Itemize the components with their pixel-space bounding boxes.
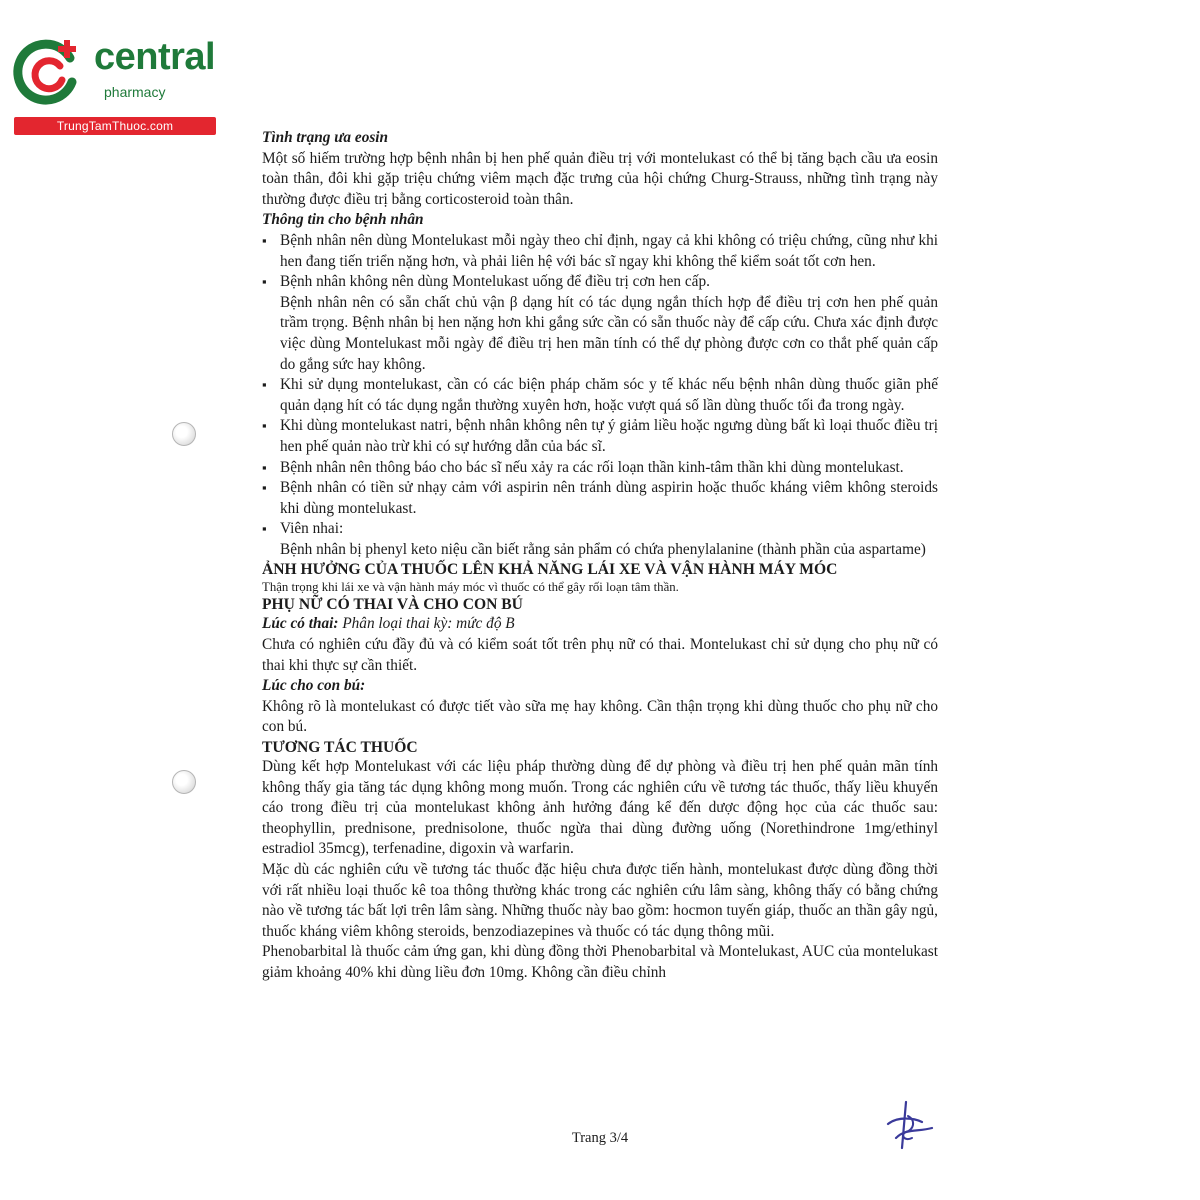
patient-info-list — [262, 231, 938, 561]
eosin-paragraph: Một số hiếm trường hợp bệnh nhân bị hen phế quản điều trị với montelukast có thể bị tăng bạch cầu ưa eosin toàn thân, đôi khi gặp triệu chứng viêm mạch đặc trưng của hội chứng Churg-Strauss, những tình trạng này thường được điều trị bằng corticosteroid toàn thân. — [262, 149, 938, 208]
list-item — [262, 375, 938, 416]
interaction-paragraph-2: Mặc dù các nghiên cứu về tương tác thuốc đặc hiệu chưa được tiến hành, montelukast được dùng đồng thời với rất nhiều loại thuốc kê toa thông thường khác trong các nghiên cứu lâm sàng, không thấy có bằng chứng nào về tương tác bất lợi trên lâm sàng. Những thuốc này bao gồm: hocmon tuyến giáp, thuốc an thần gây ngủ, thuốc kháng viêm không steroids, benzodiazepines và thuốc có tác dụng thông mũi. — [262, 861, 938, 940]
list-item-text: Viên nhai: — [280, 520, 344, 538]
pregnant-category: Phân loại thai kỳ: mức độ B — [342, 615, 515, 633]
interaction-heading: TƯƠNG TÁC THUỐC — [262, 739, 418, 757]
list-item-continuation: Bệnh nhân bị phenyl keto niệu cần biết rằng sản phẩm có chứa phenylalanine (thành phần của aspartame) — [280, 540, 926, 558]
list-item — [262, 458, 938, 479]
list-item — [262, 478, 938, 519]
brand-logo — [8, 28, 228, 138]
pregnant-label: Lúc có thai: — [262, 615, 339, 633]
punch-hole-bottom — [172, 770, 196, 794]
list-item — [262, 519, 938, 560]
interaction-paragraph-3: Phenobarbital là thuốc cảm ứng gan, khi dùng đồng thời Phenobarbital và Montelukast, AUC của montelukast giảm khoảng 40% khi dùng liều đơn 10mg. Không cần điều chỉnh — [262, 943, 938, 981]
driving-heading: ẢNH HƯỞNG CỦA THUỐC LÊN KHẢ NĂNG LÁI XE VÀ VẬN HÀNH MÁY MÓC — [262, 561, 838, 579]
interaction-paragraph-1: Dùng kết hợp Montelukast với các liệu pháp thường dùng để dự phòng và điều trị hen phế quản mãn tính không thấy gia tăng tác dụng không mong muốn. Trong các nghiên cứu về tương tác thuốc, thấy liều khuyến cáo trong điều trị của montelukast không ảnh hưởng đáng kể đến dược động học của các thuốc sau: theophyllin, prednisone, prednisolone, thuốc ngừa thai dùng đường uống (Norethindrone 1mg/ethinyl estradiol 35mcg), terfenadine, digoxin và warfarin. — [262, 758, 938, 858]
list-item — [262, 416, 938, 457]
punch-hole-top — [172, 422, 196, 446]
pregnant-subheading — [262, 614, 938, 635]
list-item-text: Khi dùng montelukast natri, bệnh nhân không nên tự ý giảm liều hoặc ngưng dùng bất kì loại thuốc điều trị hen phế quản nào trừ khi có sự hướng dẫn của bác sĩ. — [280, 417, 938, 455]
brand-url-badge: TrungTamThuoc.com — [14, 117, 216, 135]
list-item-text: Bệnh nhân nên thông báo cho bác sĩ nếu xảy ra các rối loạn thần kinh-tâm thần khi dùng montelukast. — [280, 458, 904, 476]
pharmacy-cross-logo-icon — [12, 36, 84, 108]
list-item-text: Khi sử dụng montelukast, cần có các biện pháp chăm sóc y tế khác nếu bệnh nhân dùng thuốc giãn phế quản dạng hít có tác dụng ngắn thường xuyên hơn, hoặc vượt quá số lần dùng thuốc tối đa trong ngày. — [280, 376, 938, 414]
document-page — [262, 128, 938, 984]
breastfeeding-subheading — [262, 676, 938, 697]
page-number: Trang 3/4 — [571, 1130, 629, 1146]
brand-name: central — [94, 36, 216, 78]
pregnant-paragraph: Chưa có nghiên cứu đầy đủ và có kiểm soát tốt trên phụ nữ có thai. Montelukast chỉ sử dụng cho phụ nữ có thai khi thực sự cần thiết. — [262, 636, 938, 674]
list-item-text: Bệnh nhân nên dùng Montelukast mỗi ngày theo chỉ định, ngay cả khi không có triệu chứng, cũng như khi hen đang tiến triển nặng hơn, và phải liên hệ với bác sĩ ngay khi không thể kiểm soát tốt cơn hen. — [280, 231, 938, 270]
list-item — [262, 231, 938, 272]
brand-tagline: pharmacy — [104, 84, 166, 100]
breastfeeding-paragraph: Không rõ là montelukast có được tiết vào sữa mẹ hay không. Cần thận trọng khi dùng thuốc cho phụ nữ cho con bú. — [262, 697, 938, 736]
breastfeeding-label: Lúc cho con bú: — [262, 677, 366, 695]
list-item-continuation: Bệnh nhân nên có sẵn chất chủ vận β dạng hít có tác dụng ngắn thích hợp để điều trị cơn hen phế quản trầm trọng. Bệnh nhân bị hen nặng hơn khi gắng sức cần có sẵn thuốc này để cấp cứu. Chưa xác định được việc dùng Montelukast mỗi ngày để điều trị hen mãn tính có thể dự phòng được cơn co thắt phế quản cấp do gắng sức hay không. — [280, 293, 938, 373]
pregnancy-heading: PHỤ NỮ CÓ THAI VÀ CHO CON BÚ — [262, 596, 523, 614]
list-item — [262, 272, 938, 375]
eosin-heading: Tình trạng ưa eosin — [262, 129, 389, 146]
list-item-text: Bệnh nhân có tiền sử nhạy cảm với aspirin nên tránh dùng aspirin hoặc thuốc kháng viêm không steroids khi dùng montelukast. — [280, 479, 938, 517]
patient-info-heading: Thông tin cho bệnh nhân — [262, 211, 424, 229]
list-item-text: Bệnh nhân không nên dùng Montelukast uống để điều trị cơn hen cấp. — [280, 273, 710, 291]
driving-paragraph: Thận trọng khi lái xe và vận hành máy móc vì thuốc có thể gây rối loạn tâm thần. — [262, 580, 679, 595]
